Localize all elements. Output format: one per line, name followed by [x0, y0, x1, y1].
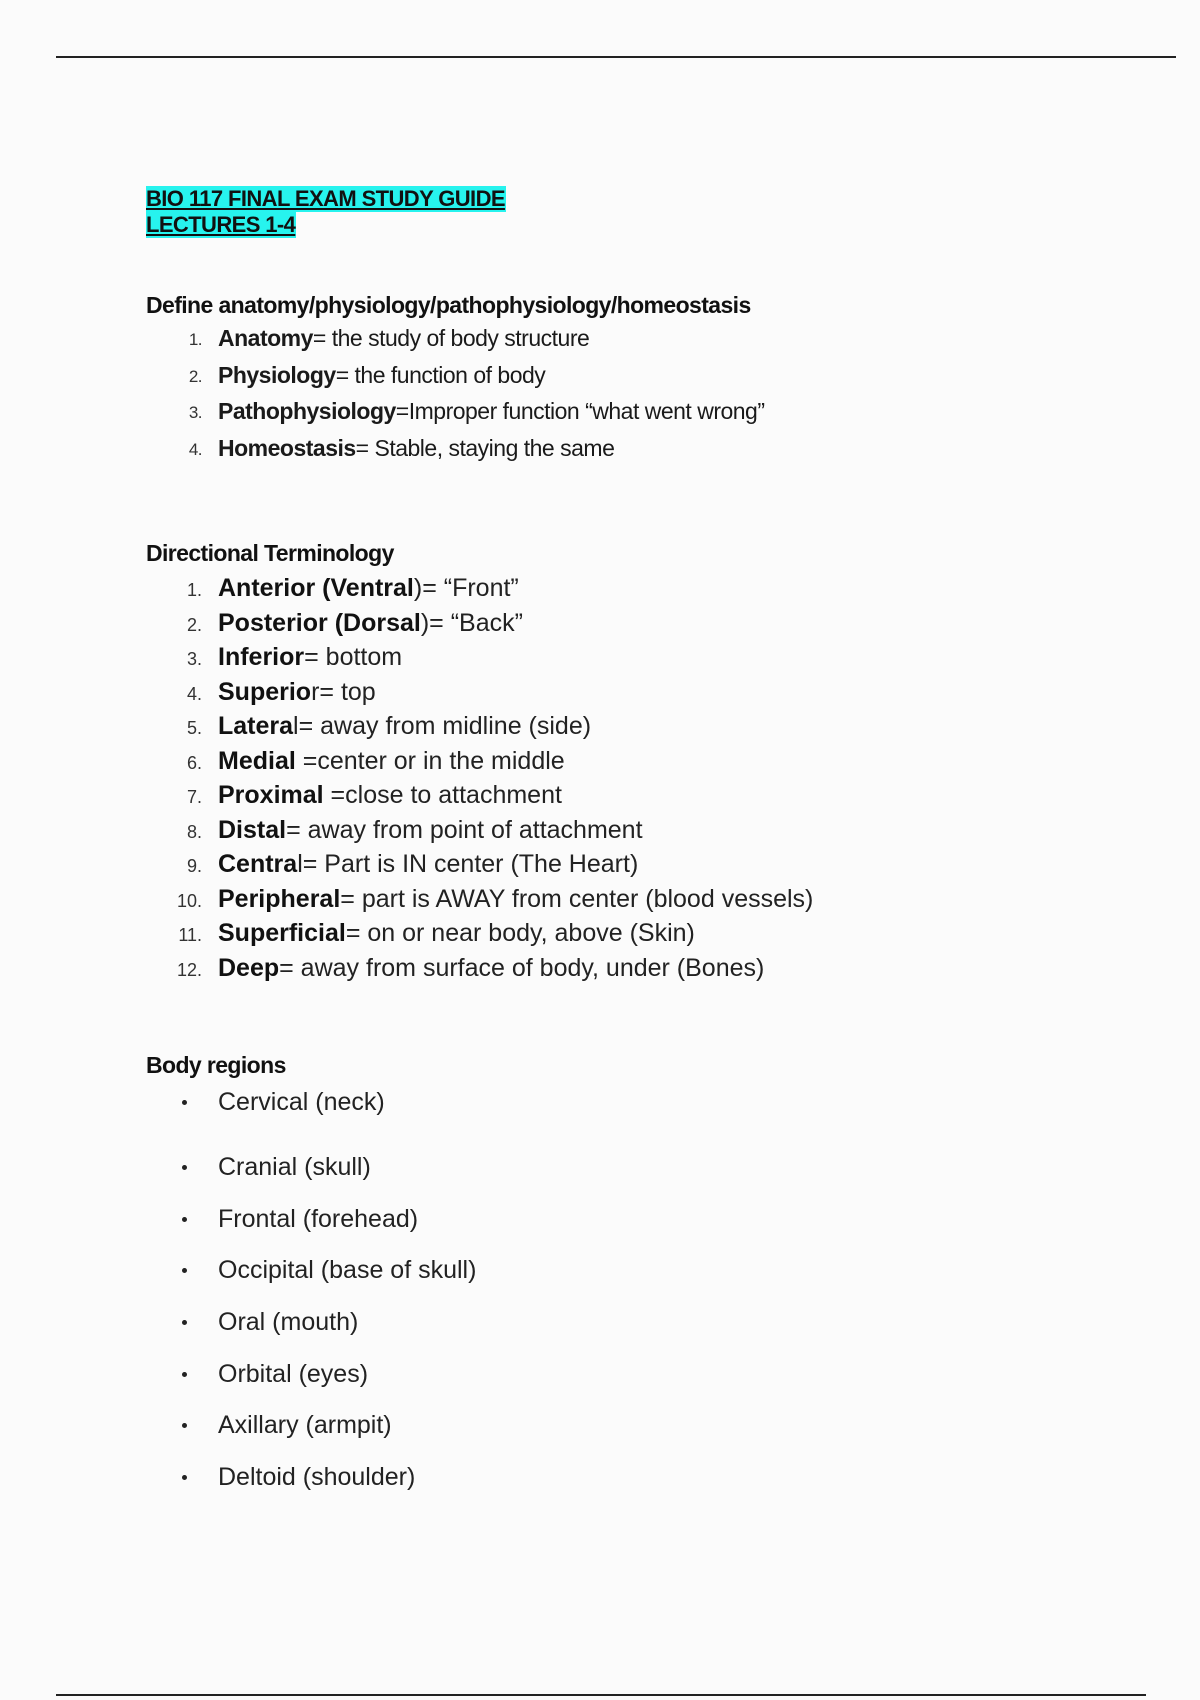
section-definitions	[146, 290, 765, 466]
directional-list	[146, 571, 813, 985]
list-item: Deltoid (shoulder)	[146, 1461, 476, 1493]
list-item: 5. Lateral= away from midline (side)	[186, 712, 592, 740]
list-item: Occipital (base of skull)	[146, 1254, 476, 1286]
list-item: 7. Proximal =close to attachment	[186, 781, 562, 809]
definitions-list	[146, 320, 765, 466]
list-item: 11. Superficial= on or near body, above (Skin)	[178, 919, 695, 947]
bottom-rule	[56, 1694, 1146, 1696]
section-body-regions	[146, 1050, 476, 1493]
list-item: 2. Physiology= the function of body	[188, 361, 546, 388]
list-item: Axillary (armpit)	[146, 1409, 476, 1441]
list-item: 3. Pathophysiology=Improper function “what went wrong”	[188, 398, 765, 424]
list-item: 2. Posterior (Dorsal)= “Back”	[186, 608, 523, 637]
bullet-icon	[182, 1165, 187, 1170]
list-item: Orbital (eyes)	[146, 1358, 476, 1390]
bullet-icon	[182, 1372, 187, 1377]
bullet-icon	[182, 1423, 187, 1428]
section-heading-definitions: Define anatomy/physiology/pathophysiology/homeostasis	[146, 292, 751, 318]
document-title: BIO 117 FINAL EXAM STUDY GUIDE	[146, 186, 505, 211]
document-subtitle: LECTURES 1-4	[146, 212, 296, 237]
top-rule	[56, 56, 1176, 58]
list-item: 1. Anatomy= the study of body structure	[188, 325, 590, 351]
list-item: 4. Superior= top	[186, 677, 376, 706]
list-item: 9. Central= Part is IN center (The Heart)	[186, 850, 639, 878]
list-item: 8. Distal= away from point of attachment	[186, 815, 643, 844]
bullet-icon	[182, 1320, 187, 1325]
list-item: 6. Medial =center or in the middle	[186, 746, 565, 775]
list-item: Cervical (neck)	[146, 1086, 476, 1118]
list-item: 1. Anterior (Ventral)= “Front”	[186, 574, 519, 602]
list-item: 3. Inferior= bottom	[186, 643, 403, 671]
document-title-block	[146, 186, 506, 238]
section-heading-directional: Directional Terminology	[146, 540, 394, 566]
bullet-icon	[182, 1268, 187, 1273]
list-item: Cranial (skull)	[146, 1151, 476, 1183]
list-item: 4. Homeostasis= Stable, staying the same	[188, 434, 615, 461]
bullet-icon	[182, 1475, 187, 1480]
list-item: 10. Peripheral= part is AWAY from center (blood vessels)	[176, 884, 814, 913]
list-item: Frontal (forehead)	[146, 1203, 476, 1235]
bullet-icon	[182, 1217, 187, 1222]
list-item: 12. Deep= away from surface of body, under (Bones)	[176, 953, 765, 982]
bullet-icon	[182, 1100, 187, 1105]
list-item: Oral (mouth)	[146, 1306, 476, 1338]
section-heading-body-regions: Body regions	[146, 1052, 286, 1078]
section-directional	[146, 538, 813, 985]
body-regions-list	[146, 1086, 476, 1493]
